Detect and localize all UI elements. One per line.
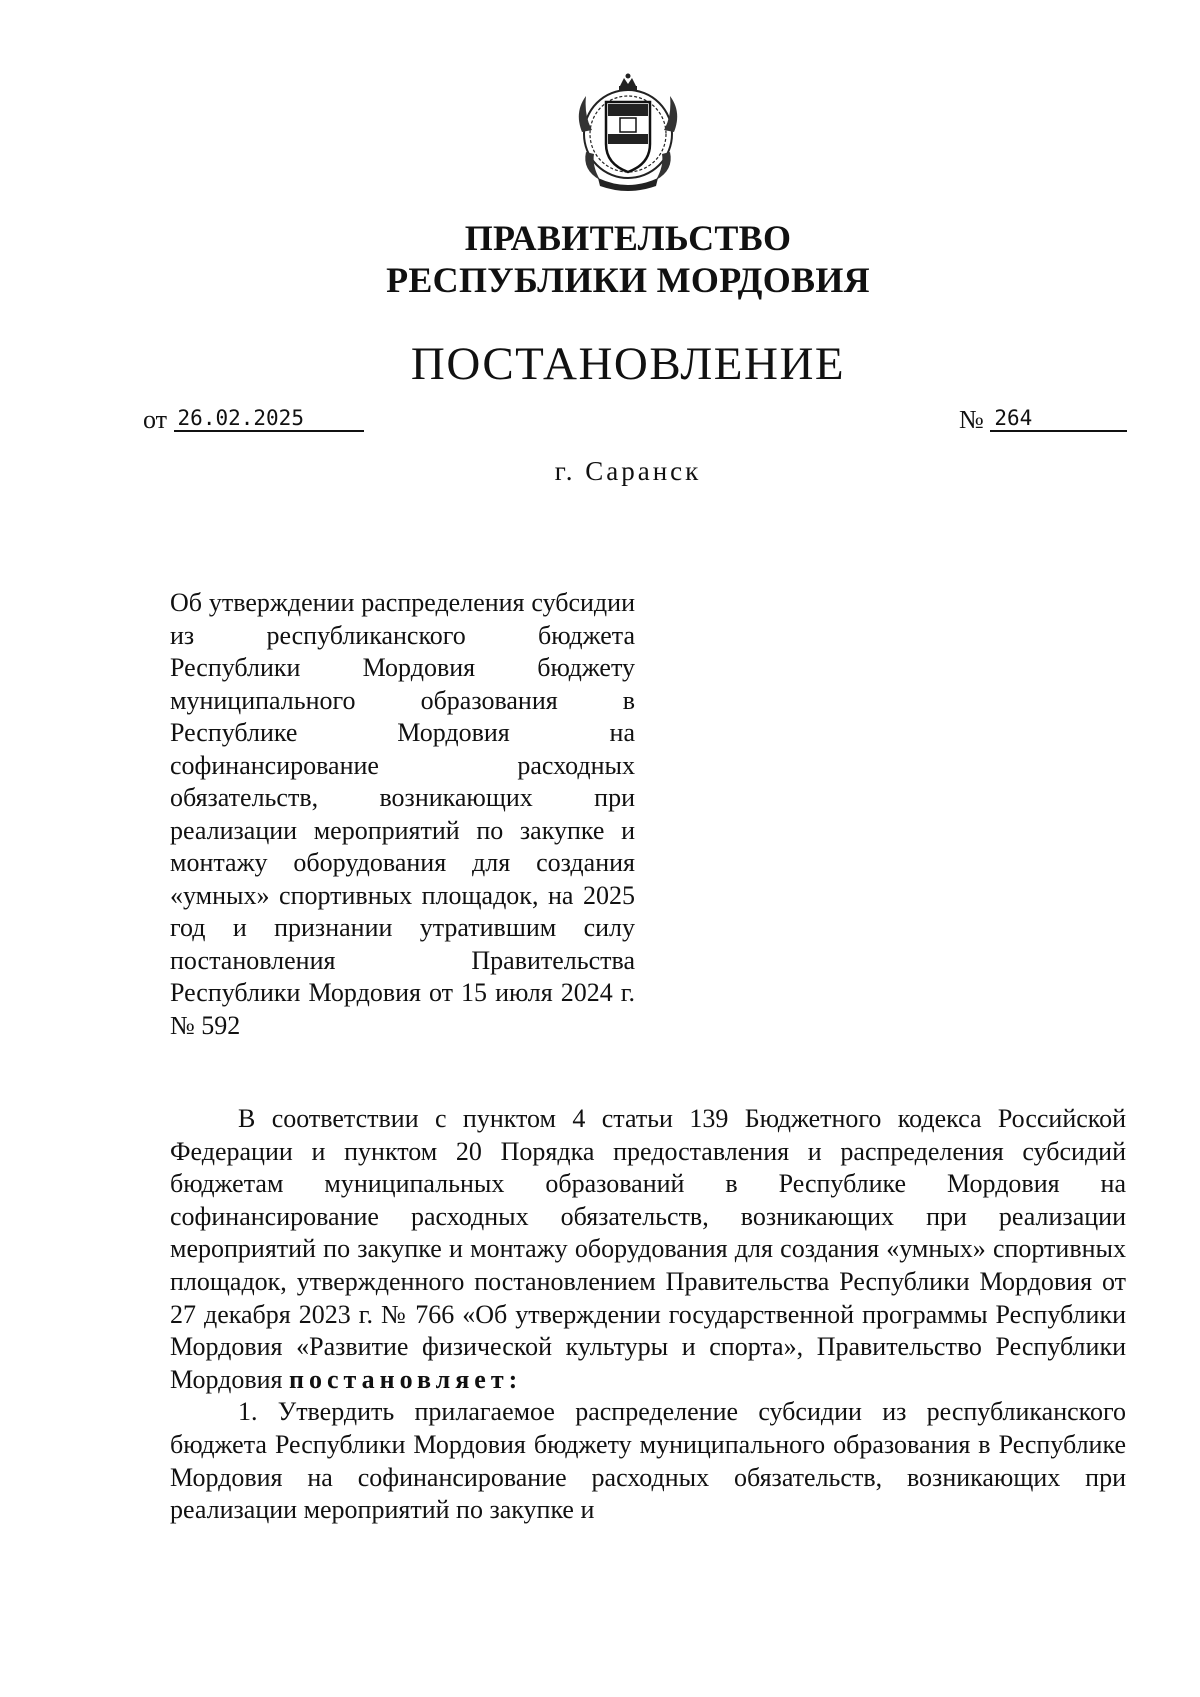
number-field xyxy=(959,402,1127,438)
organization-name-line1: ПРАВИТЕЛЬСТВО xyxy=(464,218,792,258)
organization-name-line2: РЕСПУБЛИКИ МОРДОВИЯ xyxy=(386,260,870,300)
city: г. Саранск xyxy=(554,456,702,486)
document-number: 264 xyxy=(990,406,1127,432)
document-date: 26.02.2025 xyxy=(174,406,364,432)
document-body xyxy=(170,1103,1126,1527)
document-type-title: ПОСТАНОВЛЕНИЕ xyxy=(410,338,846,390)
coat-of-arms-emblem-icon xyxy=(572,72,684,196)
paragraph-1-text: В соответствии с пунктом 4 статьи 139 Бюджетного кодекса Российской Федерации и пунктом 20 Порядка предоставления и распределения субсидий бюджетам муниципальных образований в Республике Мордовия на софинансирование расходных обязательств, возникающих при реализации мероприятий по закупке и монтажу оборудования для создания «умных» спортивных площадок, утвержденного постановлением Правительства Республики Мордовия от 27 декабря 2023 г. № 766 «Об утверждении государственной программы Республики Мордовия «Развитие физической культуры и спорта», Правительство Республики Мордовия xyxy=(170,1104,1126,1394)
number-prefix: № xyxy=(959,405,984,434)
body-item-1: 1. Утвердить прилагаемое распределение субсидии из республиканского бюджета Республики Мордовия бюджету муниципального образования в Республике Мордовия на софинансирование расходных обязательств, возникающих при реализации мероприятий по закупке и xyxy=(170,1397,1126,1525)
decree-word: постановляет: xyxy=(289,1364,523,1394)
document-subject: Об утверждении распределения субсидии из республиканского бюджета Республики Мордовия бюджету муниципального образования в Республике Мордовия на софинансирование расходных обязательств, возникающих при реализации мероприятий по закупке и монтажу оборудования для создания «умных» спортивных площадок, на 2025 год и признании утратившим силу постановления Правительства Республики Мордовия от 15 июля 2024 г. № 592 xyxy=(170,588,635,1040)
body-paragraph-1 xyxy=(170,1103,1126,1396)
date-prefix: от xyxy=(143,405,168,434)
date-field xyxy=(143,402,364,438)
